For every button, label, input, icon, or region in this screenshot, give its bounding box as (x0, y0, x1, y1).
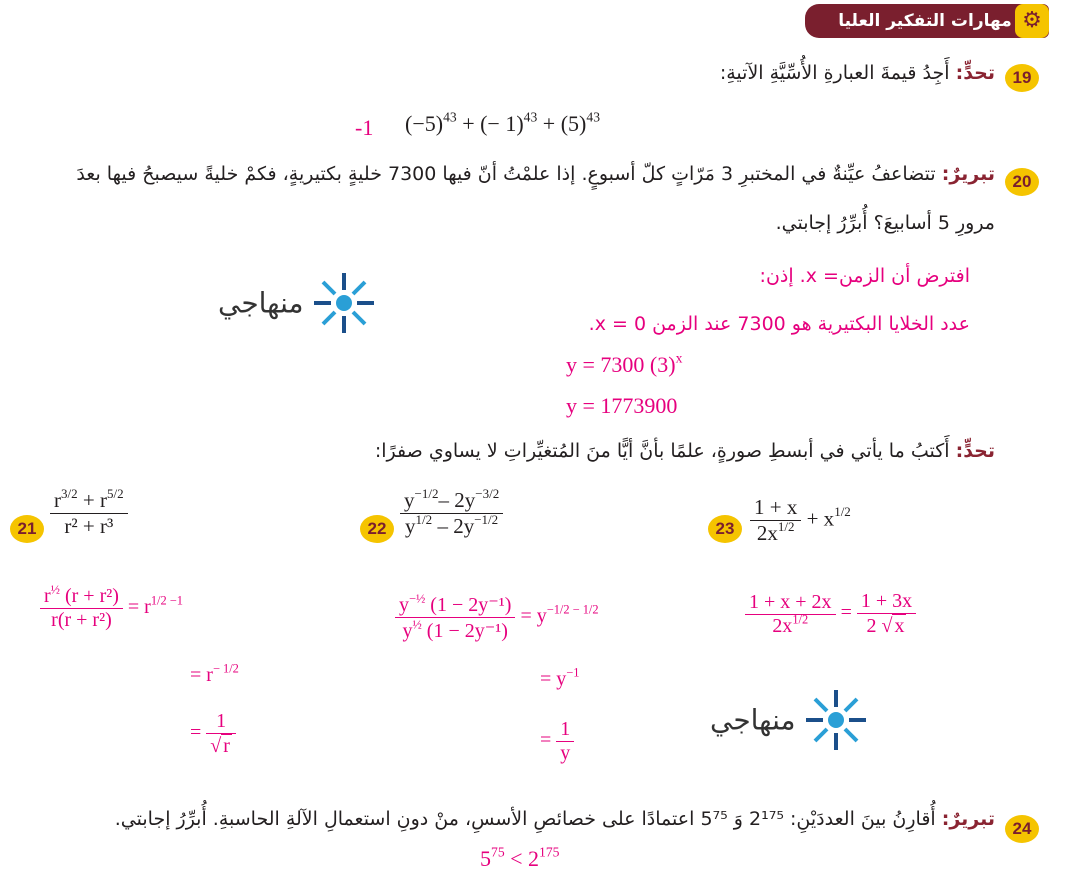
question-23-step-1: $\frac{1 + x + 2x}{2x^{1/2}}$ = $\frac{1 + 3x}{2 √ x}$ (745, 590, 916, 638)
question-21-problem: $\frac{r^{3/2} + r^{5/2}}{\text{r² + r³}}$ (50, 488, 128, 539)
gears-icon: ⚙ (1015, 4, 1049, 38)
manhaji-logo (218, 268, 379, 338)
manhaji-logo-icon (801, 685, 871, 755)
question-21-step-1: $\frac{r^{\frac{1}{2}} (r + r^2)}{\text{r(r + r²)}}$ = $r^{1/2 -1}$ (40, 585, 183, 632)
question-21-step-3: = $\frac{1}{√ r}$ (190, 710, 236, 758)
question-20-tag: تبريرٌ: (941, 163, 995, 185)
intro-tag: تحدٍّ: (955, 440, 995, 462)
manhaji-logo-2 (710, 685, 871, 755)
question-23-problem: $\frac{1 + x}{2x^{1/2}}$ + $x^{1/2}$ (750, 495, 851, 546)
question-19-expression: $(-5)^{43}$ + (− $1)^{43} + (5)^{43}$ (405, 109, 600, 136)
question-20-solution-3: y = 7300 $(3)^x$ (566, 350, 683, 377)
questions-21-23-intro: تحدٍّ: أَكتبُ ما يأتي في أبسطِ صورةٍ، علمًا بأنَّ أيًّا منَ المُتغيِّراتِ لا يساوي صفرًا: (374, 440, 995, 462)
question-22-problem: $\frac{y^{-1/2}- 2y^{-3/2}}{y^{1/2} - 2y^{-1/2}}$ (400, 488, 503, 539)
question-22-step-3: = $\frac{1}{y}$ (540, 718, 574, 765)
question-number-20: 20 (1005, 168, 1039, 196)
question-19-prompt: أَجِدُ قيمةَ العبارةِ الأُسِّيَّةِ الآتيةِ: (719, 62, 950, 84)
question-number-19: 19 (1005, 64, 1039, 92)
question-22-step-1: $\frac{y^{-\frac{1}{2}} (1 - 2y^{-1})}{y^{\frac{1}{2}} (1 - 2y^{-1})}$ = $y^{-1/2 - 1/2}$ (395, 592, 599, 643)
question-20-solution-1: افترض أن الزمن= x. إذن: (759, 265, 970, 287)
question-20-line1: تبريرٌ: تتضاعفُ عيِّنةٌ في المختبرِ 3 مَرّاتٍ كلّ أسبوعٍ. إذا علمْتُ أنّ فيها 7300 خليةٍ بكتيريةٍ، فكمْ خليةً سيصبحُ فيها بعدَ (76, 163, 995, 185)
question-19-answer: -1 (355, 115, 374, 140)
question-number-21: 21 (10, 515, 44, 543)
question-19-tag: تحدٍّ: (955, 62, 995, 84)
question-24-text: تبريرٌ: أُقارِنُ بينَ العددَيْنِ: ‎2¹⁷⁵‎ وَ ‎5⁷⁵‎ اعتمادًا على خصائصِ الأسسِ، منْ دونِ استعمالِ الآلةِ الحاسبةِ. أُبرِّرُ إجابتي. (114, 808, 995, 830)
question-20-solution-2: عدد الخلايا البكتيرية هو 7300 عند الزمن x = 0. (588, 313, 970, 335)
question-number-23: 23 (708, 515, 742, 543)
question-20-line2: مرورِ 5 أسابيعَ؟ أُبرِّرُ إجابتي. (775, 212, 995, 234)
question-22-step-2: = $y^{-1}$ (540, 665, 580, 690)
logo-text: منهاجي (218, 286, 304, 320)
question-number-24: 24 (1005, 815, 1039, 843)
manhaji-logo-icon (309, 268, 379, 338)
question-number-22: 22 (360, 515, 394, 543)
question-19-text (720, 62, 995, 84)
question-21-step-2: = $r^{- 1/2}$ (190, 661, 239, 686)
question-24-tag: تبريرٌ: (941, 808, 995, 830)
section-header-title: مهارات التفكير العليا (838, 11, 1012, 31)
question-20-solution-4: y = 1773900 (566, 393, 678, 418)
logo-text-2: منهاجي (710, 703, 796, 737)
question-24-answer: $5^{75} < 2^{175}$ (480, 844, 560, 871)
